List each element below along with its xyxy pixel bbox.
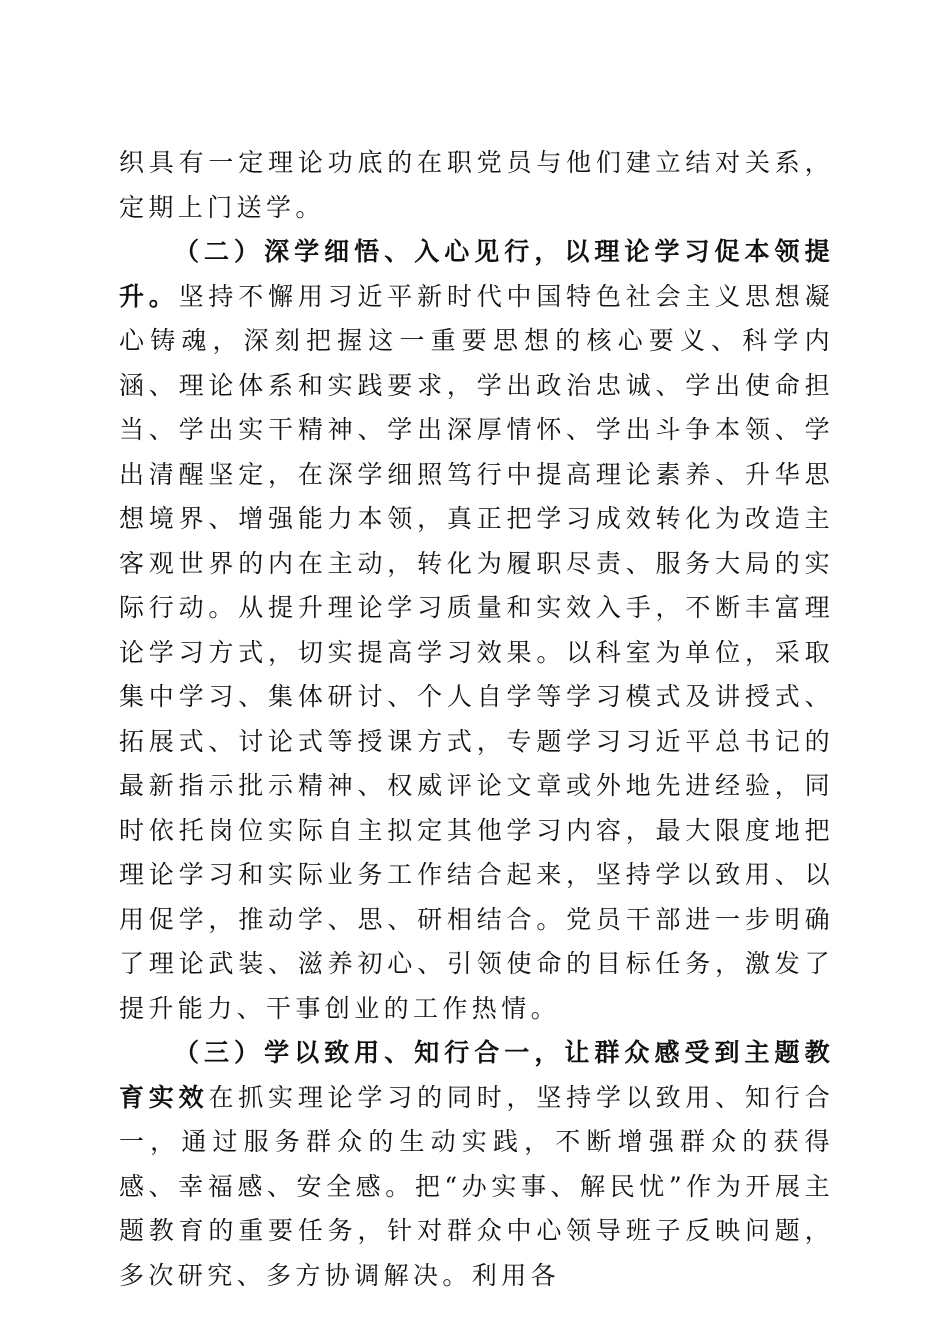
section-2-heading: （二）深学细悟、入心见行，以理论学习促本领提升。 (119, 237, 834, 311)
paragraph-section-3 (119, 1031, 834, 1298)
document-body (119, 141, 834, 1298)
section-2-text: 坚持不懈用习近平新时代中国特色社会主义思想凝心铸魂，深刻把握这一重要思想的核心要义、科学内涵、理论体系和实践要求，学出政治忠诚、学出使命担当、学出实干精神、学出深厚情怀、学出斗争本领、学出清醒坚定，在深学细照笃行中提高理论素养、升华思想境界、增强能力本领，真正把学习成效转化为改造主客观世界的内在主动，转化为履职尽责、服务大局的实际行动。从提升理论学习质量和实效入手，不断丰富理论学习方式，切实提高学习效果。以科室为单位，采取集中学习、集体研讨、个人自学等学习模式及讲授式、拓展式、讨论式等授课方式，专题学习习近平总书记的最新指示批示精神、权威评论文章或外地先进经验，同时依托岗位实际自主拟定其他学习内容，最大限度地把理论学习和实际业务工作结合起来，坚持学以致用、以用促学，推动学、思、研相结合。党员干部进一步明确了理论武装、滋养初心、引领使命的目标任务，激发了提升能力、干事创业的工作热情。 (119, 281, 834, 1023)
paragraph-section-2 (119, 230, 834, 1031)
paragraph-continuation (119, 141, 834, 230)
paragraph-1-text: 织具有一定理论功底的在职党员与他们建立结对关系，定期上门送学。 (119, 148, 834, 222)
section-3-heading: （三）学以致用、知行合一，让群众感受到主题教育实效 (119, 1038, 834, 1112)
section-3-text: 在抓实理论学习的同时，坚持学以致用、知行合一，通过服务群众的生动实践，不断增强群众的获得感、幸福感、安全感。把“办实事、解民忧”作为开展主题教育的重要任务，针对群众中心领导班子反映问题，多次研究、多方协调解决。利用各 (119, 1082, 835, 1290)
